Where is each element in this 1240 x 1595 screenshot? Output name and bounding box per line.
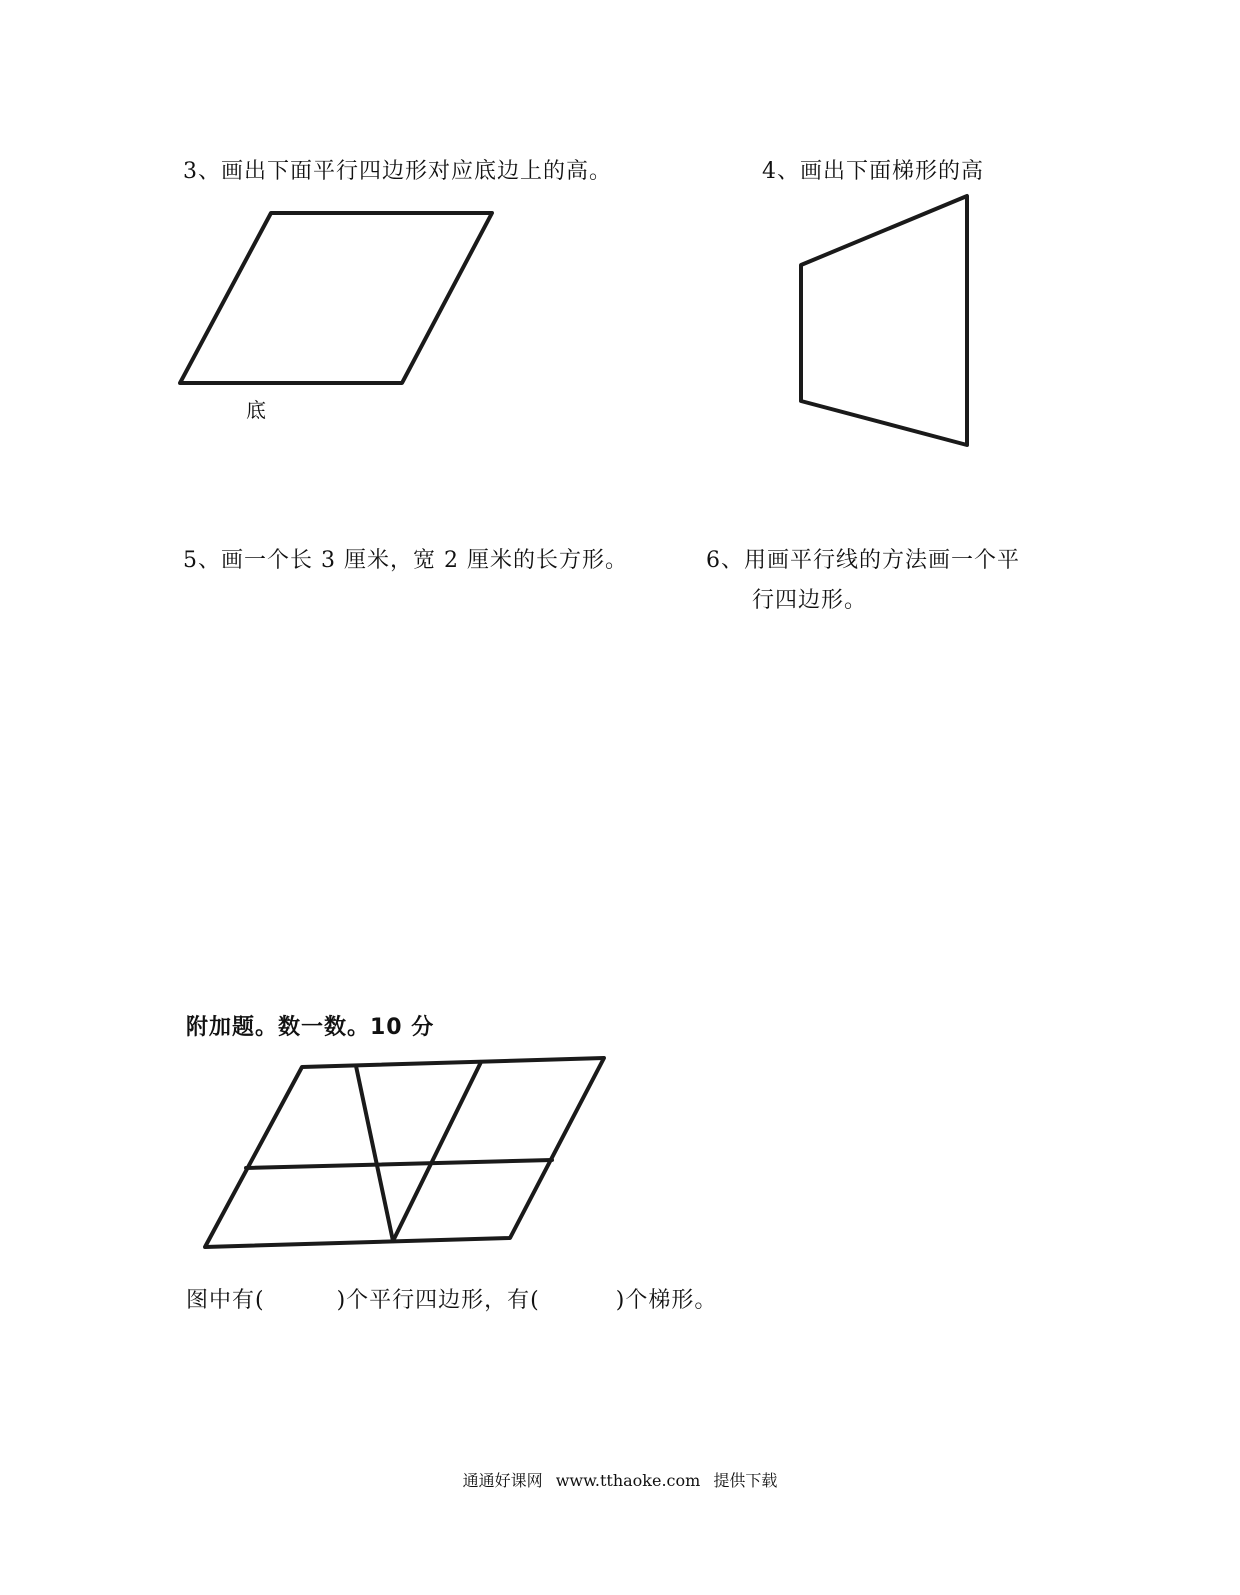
base-label: 底 — [246, 398, 266, 422]
bonus-slanted-line-right — [393, 1062, 481, 1241]
question-5-text: 5、画一个长 3 厘米，宽 2 厘米的长方形。 — [183, 548, 628, 573]
answer-middle: )个平行四边形，有( — [336, 1288, 540, 1313]
bonus-horizontal-line — [246, 1160, 552, 1168]
question-3-text: 3、画出下面平行四边形对应底边上的高。 — [183, 159, 612, 184]
bonus-slanted-line-left — [356, 1066, 393, 1241]
question-6-line-2: 行四边形。 — [752, 588, 868, 613]
footer — [0, 1468, 1240, 1491]
bonus-title: 附加题。数一数。10 分 — [186, 1015, 435, 1040]
question-4-text: 4、画出下面梯形的高 — [762, 159, 984, 184]
bonus-answer-line — [186, 1281, 717, 1321]
answer-suffix: )个梯形。 — [615, 1288, 718, 1313]
footer-url[interactable]: www.tthaoke.com — [555, 1471, 701, 1490]
footer-site-name: 通通好课网 — [462, 1471, 543, 1490]
answer-prefix: 图中有( — [186, 1288, 265, 1313]
question-6-line-1: 6、用画平行线的方法画一个平 — [706, 548, 1020, 573]
footer-note: 提供下载 — [713, 1471, 778, 1490]
